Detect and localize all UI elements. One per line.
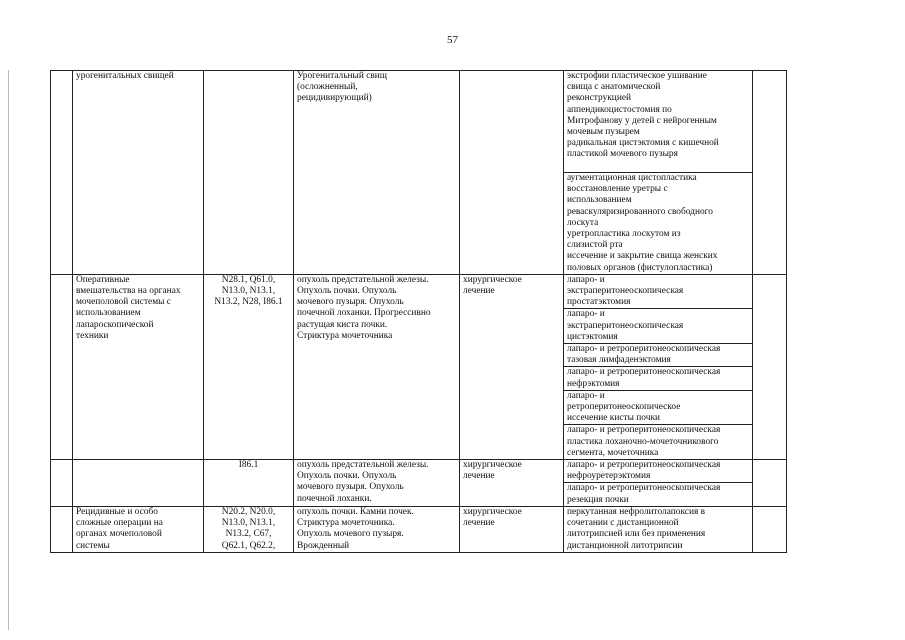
method-item: лапаро- и экстраперитонеоскопическая простатэктомия [564, 275, 752, 310]
methods-cell [564, 460, 753, 507]
method-item: лапаро- и ретроперитонеоскопическая тазовая лимфаденэктомия [564, 344, 752, 367]
scan-edge-line [8, 70, 9, 630]
model-cell: Урогенитальный свищ (осложненный, рецидивирующий) [294, 71, 460, 275]
extra-cell [753, 274, 787, 459]
table-row [51, 71, 787, 275]
method-item: перкутанная нефролитолапоксия в сочетании с дистанционной литотрипсией или без применения дистанционной литотрипсии [567, 506, 706, 551]
methods-cell [564, 71, 753, 275]
page-number: 57 [447, 34, 458, 46]
treatment-cell [460, 71, 564, 275]
model-cell: опухоль предстательной железы. Опухоль почки. Опухоль мочевого пузыря. Опухоль почечной лоханки. Прогрессивно растущая киста почки. Стриктура мочеточника [294, 274, 460, 459]
codes-text: I86.1 [238, 460, 259, 471]
codes-cell: N28.1, Q61.0, N13.0, N13.1, N13.2, N28, I86.1 [204, 274, 294, 459]
method-item: лапаро- и ретроперитонеоскопическая пластика лоханочно-мочеточникового сегмента, мочеточника [567, 425, 721, 458]
methods-cell [564, 274, 753, 459]
group-cell: Оперативные вмешательства на органах мочеполовой системы с использованием лапароскопической техники [73, 274, 204, 459]
methods-cell [564, 506, 753, 552]
method-item: лапаро- и ретроперитонеоскопическая нефроуретерэктомия [564, 460, 752, 483]
procedures-table [50, 70, 787, 553]
codes-cell [204, 71, 294, 275]
number-cell [51, 460, 73, 507]
extra-cell [753, 506, 787, 552]
codes-cell: N20.2, N20.0, N13.0, N13.1, N13.2, C67, Q62.1, Q62.2, [204, 506, 294, 552]
method-item: лапаро- и ретроперитонеоскопическая нефрэктомия [564, 367, 752, 390]
number-cell [51, 71, 73, 275]
method-item: лапаро- и экстраперитонеоскопическая цистэктомия [564, 309, 752, 344]
number-cell [51, 274, 73, 459]
method-item: экстрофии пластическое ушивание свища с анатомической реконструкцией аппендикоцистостомия по Митрофанову у детей с нейрогенным мочевым пузырем радикальная цистэктомия с кишечной пластикой мочевого пузыря [564, 71, 752, 173]
number-cell [51, 506, 73, 552]
group-text: урогенитальных свищей [76, 71, 174, 81]
codes-cell [204, 460, 294, 507]
method-item: лапаро- и ретроперитонеоскопическое иссечение кисты почки [564, 391, 752, 426]
table-row [51, 506, 787, 552]
model-cell: опухоль предстательной железы. Опухоль почки. Опухоль мочевого пузыря. Опухоль почечной лоханки. [294, 460, 460, 507]
table-row [51, 274, 787, 459]
group-cell [73, 460, 204, 507]
model-cell: опухоль почки. Камни почек. Стриктура мочеточника. Опухоль мочевого пузыря. Врожденный [294, 506, 460, 552]
table-row [51, 460, 787, 507]
group-cell: Рецидивные и особо сложные операции на органах мочеполовой системы [73, 506, 204, 552]
treatment-cell: хирургическое лечение [460, 460, 564, 507]
treatment-cell: хирургическое лечение [460, 506, 564, 552]
group-cell [73, 71, 204, 275]
method-item: лапаро- и ретроперитонеоскопическая резекция почки [567, 483, 721, 505]
method-item: аугментационная цистопластика восстановление уретры с использованием реваскуляризированного свободного лоскута уретропластика лоскутом из слизистой рта иссечение и закрытие свища женских половых органов (фистулопластика) [567, 173, 718, 273]
extra-cell [753, 460, 787, 507]
extra-cell [753, 71, 787, 275]
treatment-cell: хирургическое лечение [460, 274, 564, 459]
